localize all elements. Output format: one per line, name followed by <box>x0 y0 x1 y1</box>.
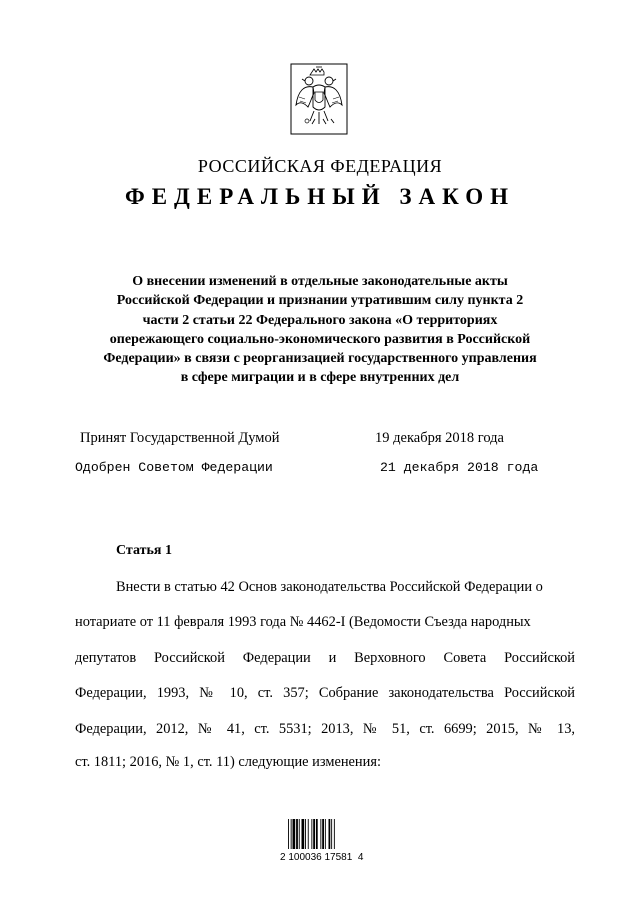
country-name: РОССИЙСКАЯ ФЕДЕРАЦИЯ <box>197 156 443 176</box>
article-text-line: ст. 1811; 2016, № 1, ст. 11) следующие изменения: <box>75 754 381 770</box>
article-text-line: Федерации, 1993, № 10, ст. 357; Собрание законодательства Российской <box>75 685 575 701</box>
heading-line: в сфере миграции и в сфере внутренних дел <box>180 370 460 386</box>
article-text-line: нотариате от 11 февраля 1993 года № 4462-I (Ведомости Съезда народных <box>75 614 531 630</box>
heading-line: части 2 статьи 22 Федерального закона «О территориях <box>142 312 498 328</box>
heading-line: Российской Федерации и признании утратившим силу пункта 2 <box>116 293 524 309</box>
russian-coat-of-arms-icon <box>290 63 348 135</box>
approved-date: 21 декабря 2018 года <box>380 460 539 475</box>
approved-by-federation-council-label: Одобрен Советом Федерации <box>75 460 273 475</box>
heading-line: О внесении изменений в отдельные законодательные акты <box>132 274 508 289</box>
law-heading <box>80 272 560 388</box>
barcode-number: 2 100036 17581 4 <box>280 852 364 863</box>
article-text-line: депутатов Российской Федерации и Верховного Совета Российской <box>75 650 575 666</box>
adopted-date: 19 декабря 2018 года <box>375 430 504 446</box>
heading-line: опережающего социально-экономического развития в Российской <box>109 331 531 347</box>
document-type-title: ФЕДЕРАЛЬНЫЙ ЗАКОН <box>124 184 516 209</box>
heading-line: Федерации» в связи с реорганизацией государственного управления <box>103 351 537 367</box>
article-title: Статья 1 <box>116 543 172 558</box>
article-text-line: Федерации, 2012, № 41, ст. 5531; 2013, № 51, ст. 6699; 2015, № 13, <box>75 721 575 737</box>
barcode-icon <box>288 819 344 849</box>
adopted-by-duma-label: Принят Государственной Думой <box>80 430 280 446</box>
article-text-line: Внести в статью 42 Основ законодательства Российской Федерации о <box>116 579 543 595</box>
